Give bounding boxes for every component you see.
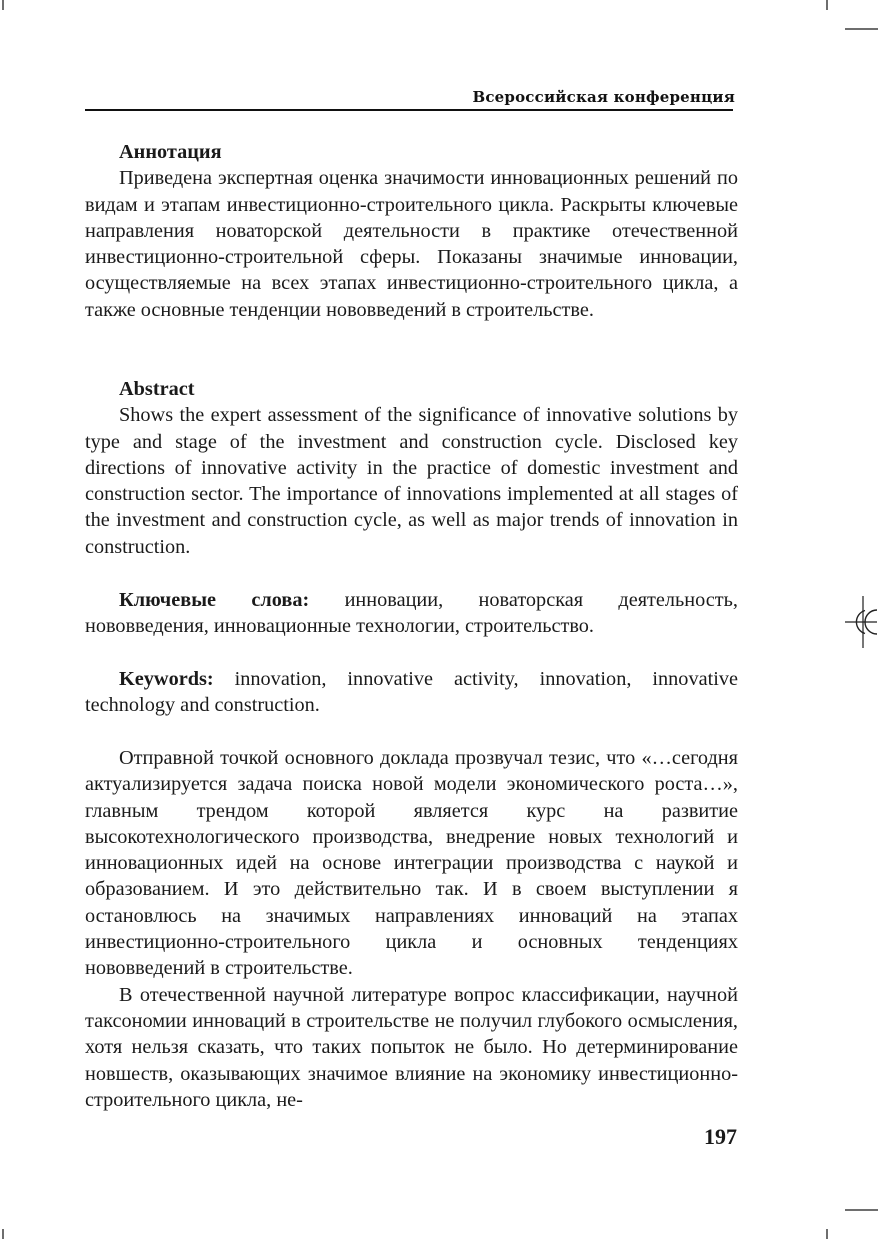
annotation-heading: Аннотация <box>119 141 222 163</box>
keywords-en-paragraph <box>85 666 738 719</box>
keywords-en-label: Keywords: <box>119 668 214 690</box>
body-paragraph-2: В отечественной научной литературе вопрос классификации, научной таксономии инноваций в строительстве не получил глубокого осмысления, хотя нельзя сказать, что таких попыток не было. Но детерминирование новшеств, оказывающих значимое влияние на экономику инвестиционно-строительного цикла, не- <box>85 983 738 1111</box>
header-rule <box>85 109 733 111</box>
running-header: Всероссийская конференция <box>472 88 735 106</box>
keywords-ru-section <box>85 587 738 640</box>
keywords-en-section <box>85 666 738 719</box>
keywords-en-text: innovation, innovative activity, innovation, innovative technology and construction. <box>85 668 738 717</box>
body-text <box>85 745 738 1113</box>
keywords-ru-paragraph <box>85 587 738 640</box>
annotation-ru-section <box>85 139 738 323</box>
crop-mark-bottom-left <box>2 1229 4 1239</box>
keywords-ru-text: инновации, новаторская деятельность, нововведения, инновационные технологии, строительство. <box>85 589 738 638</box>
body-paragraph-1: Отправной точкой основного доклада прозвучал тезис, что «…сегодня актуализируется задача поиска новой модели экономического роста…», главным трендом которой является курс на развитие высокотехнологического производства, внедрение новых технологий и инновационных идей на основе интеграции производства с наукой и образованием. И это действительно так. И в своем выступлении я остановлюсь на значимых направлениях инноваций на этапах инвестиционно-строительного цикла и основных тенденциях нововведений в строительстве. <box>85 747 738 980</box>
abstract-heading: Abstract <box>119 378 195 400</box>
crop-mark-bottom-right-horizontal <box>845 1209 878 1211</box>
page-number: 197 <box>704 1124 737 1149</box>
registration-mark-icon <box>843 596 877 648</box>
crop-mark-bottom-right-vertical <box>826 1229 828 1239</box>
abstract-text: Shows the expert assessment of the significance of innovative solutions by type and stage of the investment and construction cycle. Disclosed key directions of innovative activity in the practice of domestic investment and construction sector. The importance of innovations implemented at all stages of the investment and construction cycle, as well as major trends of innovation in construction. <box>85 404 738 558</box>
crop-mark-top-right-vertical <box>826 0 828 10</box>
annotation-text: Приведена экспертная оценка значимости инновационных решений по видам и этапам инвестиционно-строительного цикла. Раскрыты ключевые направления новаторской деятельности в практике отечественной инвестиционно-строительной сферы. Показаны значимые инновации, осуществляемые на всех этапах инвестиционно-строительного цикла, а также основные тенденции нововведений в строительстве. <box>85 167 738 321</box>
abstract-en-section <box>85 376 738 560</box>
crop-mark-top-left <box>2 0 4 10</box>
crop-mark-top-right-horizontal <box>845 28 878 30</box>
keywords-ru-label: Ключевые слова: <box>119 589 310 611</box>
